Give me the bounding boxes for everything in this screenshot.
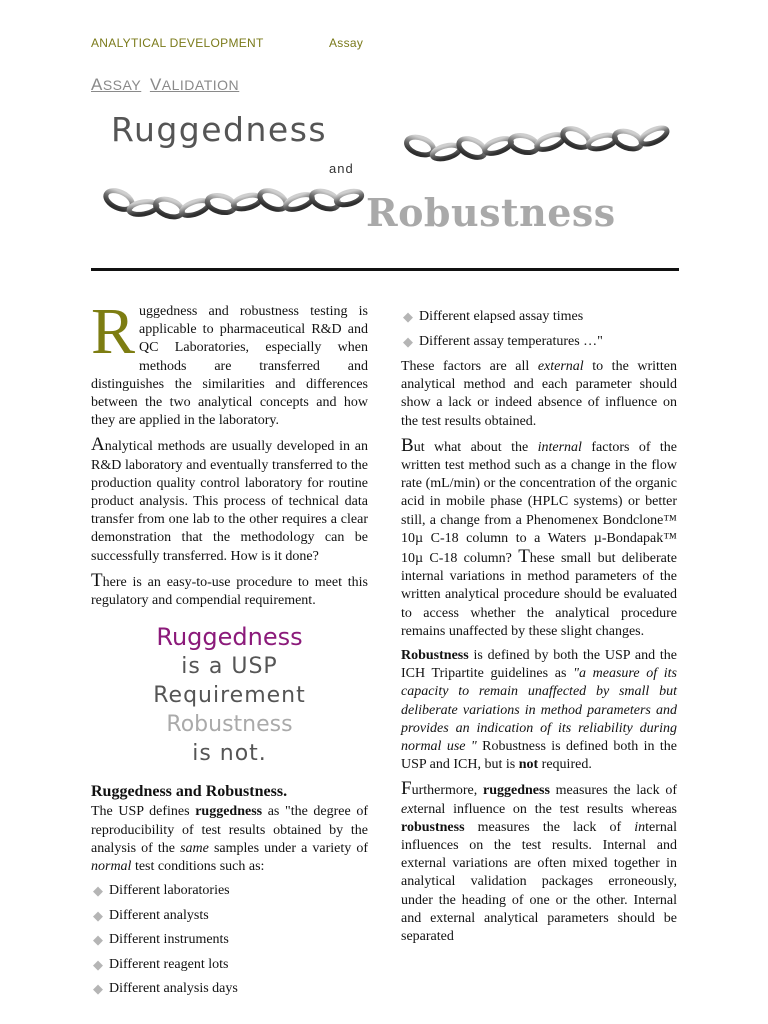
conditions-list-continued <box>401 308 677 357</box>
paragraph: The USP defines ruggedness as "the degree of reproducibility of test results obtained by the analysis of the same samples under a variety of normal test conditions such as: <box>91 804 369 875</box>
callout-line: is a USP <box>181 654 278 680</box>
title-robustness: Robustness <box>366 190 616 235</box>
diamond-bullet-icon: ◆ <box>93 883 103 899</box>
callout-box <box>91 623 368 768</box>
intro-paragraph: Ruggedness and robustness testing is applicable to pharmaceutical R&D and QC Laboratories, especially when methods are transferred and distinguishes the similarities and differences between the two analytical concepts and how they are applied in the laboratory. <box>91 295 368 429</box>
header-section-label: ANALYTICAL DEVELOPMENT <box>91 36 264 50</box>
left-column <box>91 295 369 1005</box>
callout-line: Requirement <box>153 683 306 709</box>
diamond-bullet-icon: ◆ <box>93 981 103 997</box>
callout-line: is not. <box>192 741 267 767</box>
list-item: ◆ Different elapsed assay times <box>401 308 677 333</box>
conditions-list <box>91 882 368 1005</box>
list-item: ◆ Different assay temperatures …" <box>401 333 677 358</box>
diamond-bullet-icon: ◆ <box>93 956 103 972</box>
title-divider <box>91 268 679 271</box>
list-item: ◆ Different laboratories <box>91 882 368 907</box>
list-item: ◆ Different instruments <box>91 931 368 956</box>
diamond-bullet-icon: ◆ <box>93 907 103 923</box>
paragraph: There is an easy-to-use procedure to meet this regulatory and compendial requirement. <box>91 569 368 609</box>
callout-line: Robustness <box>166 712 293 738</box>
section-heading: Ruggedness and Robustness. <box>91 783 288 801</box>
chain-icon <box>404 124 676 170</box>
list-item: ◆ Different reagent lots <box>91 956 368 981</box>
paragraph: Robustness is defined by both the USP and the ICH Tripartite guidelines as "a measure of its capacity to remain unaffected by small but deliberate variations in method parameters and provides an indication of its reliability during normal use " Robustness is defined both in the USP and ICH, but is not required. <box>401 648 677 773</box>
chain-icon <box>103 180 367 226</box>
title-and: and <box>329 161 354 176</box>
paragraph: But what about the internal factors of the written test method such as a change in the flow rate (mL/min) or the concentration of the organic acid in mobile phase (HPLC systems) or better still, a change from a Phenomenex Bondclone™ 10µ C-18 column to a Waters µ-Bondapak™ 10µ C-18 column? These small but deliberate internal variations in method parameters of the written analytical procedure should be evaluated to access whether the analytical procedure remains unaffected by these slight changes. <box>401 434 678 639</box>
paragraph: These factors are all external to the written analytical method and each parameter should show a lack or indeed absence of influence on the test results obtained. <box>401 359 677 429</box>
callout-line: Ruggedness <box>156 623 303 652</box>
list-item: ◆ Different analysts <box>91 907 368 932</box>
list-item: ◆ Different analysis days <box>91 980 368 1005</box>
right-column <box>401 308 677 952</box>
diamond-bullet-icon: ◆ <box>403 309 413 324</box>
drop-cap: R <box>91 295 136 368</box>
paragraph: Analytical methods are usually developed in an R&D laboratory and eventually transferred to the production quality control laboratory for routine product analysis. This process of technical data transfer from one lab to the other requires a clear demonstration that the methodology can be successfully transferred. How is it done? <box>91 434 368 564</box>
paragraph: Furthermore, ruggedness measures the lack of external influence on the test results whereas robustness measures the lack of internal influences on the test results. Internal and external variations are often mixed together in analytical validation packages erroneously, under the heading of one or the other. Internal and external analytical parameters should be separated <box>401 778 677 945</box>
diamond-bullet-icon: ◆ <box>93 932 103 948</box>
diamond-bullet-icon: ◆ <box>403 333 413 349</box>
document-subtitle[interactable]: ASSAY VALIDATION <box>91 75 240 94</box>
header-topic-label: Assay <box>329 36 364 50</box>
title-ruggedness: Ruggedness <box>111 110 328 149</box>
